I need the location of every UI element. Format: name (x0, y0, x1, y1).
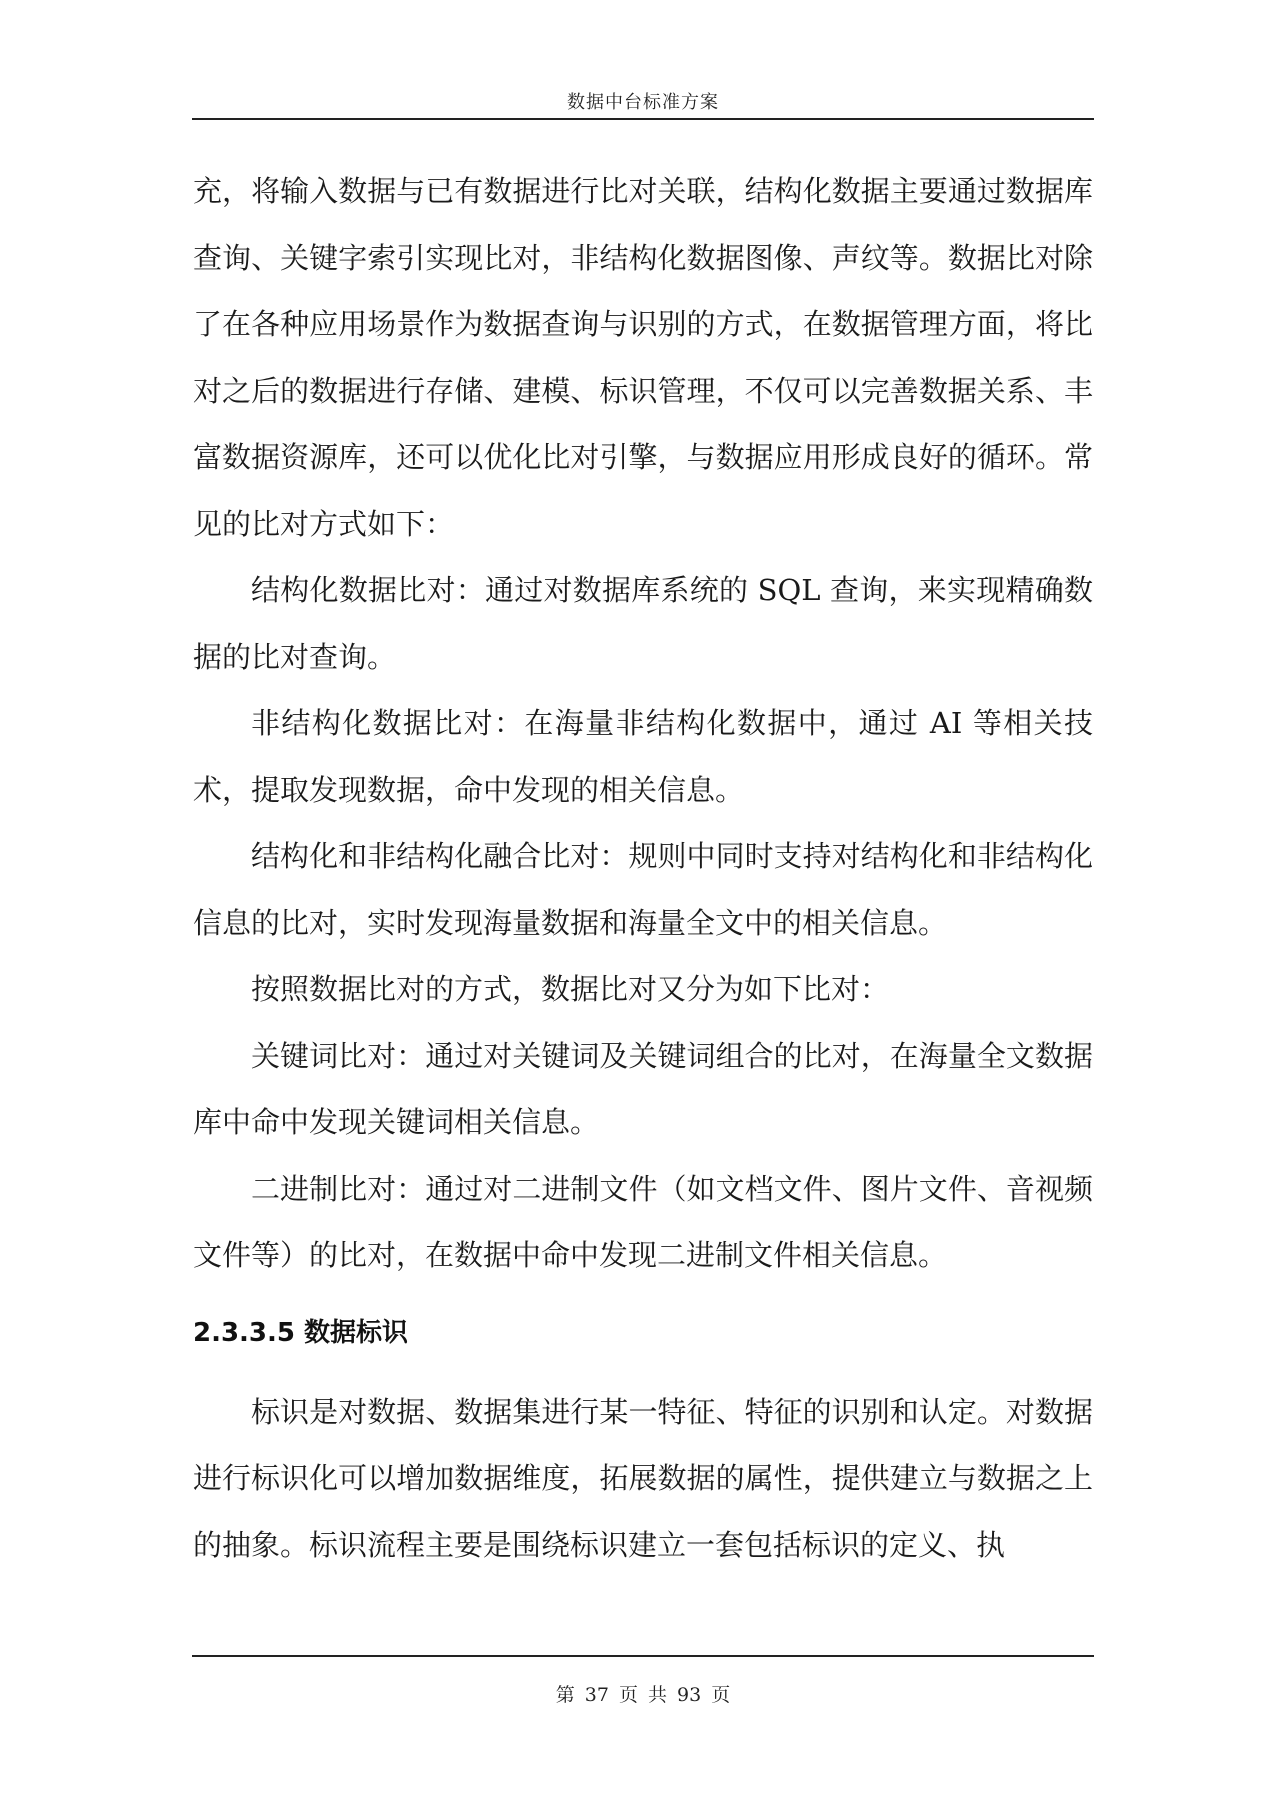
header-divider (192, 118, 1094, 120)
paragraph-data-identification: 标识是对数据、数据集进行某一特征、特征的识别和认定。对数据进行标识化可以增加数据维度，拓展数据的属性，提供建立与数据之上的抽象。标识流程主要是围绕标识建立一套包括标识的定义、执 (193, 1394, 1093, 1562)
paragraph-fusion-comparison: 结构化和非结构化融合比对：规则中同时支持对结构化和非结构化信息的比对，实时发现海量数据和海量全文中的相关信息。 (193, 839, 1093, 940)
paragraph-comparison-types-intro: 按照数据比对的方式，数据比对又分为如下比对： (251, 972, 890, 1006)
page-header-title: 数据中台标准方案 (567, 92, 719, 113)
paragraph-structured-comparison: 结构化数据比对：通过对数据库系统的 SQL 查询，来实现精确数据的比对查询。 (193, 573, 1093, 674)
paragraph-continuation: 充，将输入数据与已有数据进行比对关联，结构化数据主要通过数据库查询、关键字索引实现比对，非结构化数据图像、声纹等。数据比对除了在各种应用场景作为数据查询与识别的方式，在数据管理方面，将比对之后的数据进行存储、建模、标识管理，不仅可以完善数据关系、丰富数据资源库，还可以优化比对引擎，与数据应用形成良好的循环。常见的比对方式如下： (193, 174, 1093, 541)
document-body (193, 158, 1093, 1578)
page-number: 第 37 页 共 93 页 (555, 1684, 731, 1706)
paragraph-keyword-comparison: 关键词比对：通过对关键词及关键词组合的比对，在海量全文数据库中命中发现关键词相关信息。 (193, 1038, 1093, 1139)
footer-divider (192, 1655, 1094, 1657)
section-heading: 2.3.3.5 数据标识 (193, 1317, 409, 1348)
paragraph-unstructured-comparison: 非结构化数据比对：在海量非结构化数据中，通过 AI 等相关技术，提取发现数据，命中发现的相关信息。 (193, 706, 1093, 807)
paragraph-binary-comparison: 二进制比对：通过对二进制文件（如文档文件、图片文件、音视频文件等）的比对，在数据中命中发现二进制文件相关信息。 (193, 1171, 1093, 1272)
